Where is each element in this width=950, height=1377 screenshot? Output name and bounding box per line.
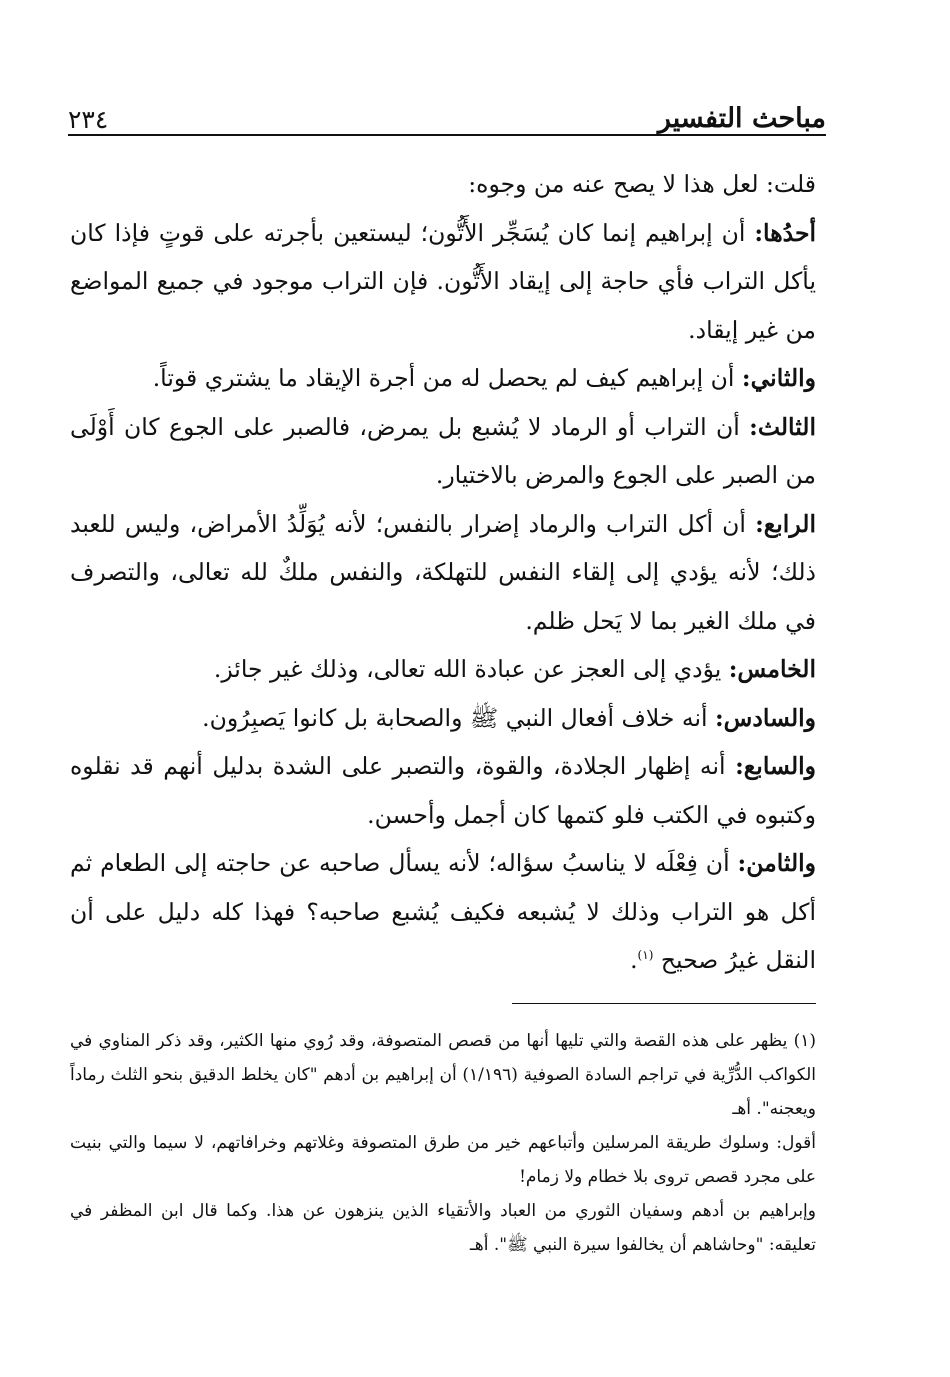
header-rule [68,134,826,136]
point-text: أنه إظهار الجلادة، والقوة، والتصبر على الشدة بدليل أنهم قد نقلوه وكتبوه في الكتب فلو كتمها كان أجمل وأحسن. [70,752,816,829]
point-lead: الخامس: [728,655,816,683]
point-8 [70,839,816,985]
footnote-comment: وإبراهيم بن أدهم وسفيان الثوري من العباد والأتقياء الذين ينزهون عن هذا. وكما قال ابن المظفر في تعليقه: "وحاشاهم أن يخالفوا سيرة النبي ﷺ". أهـ [70,1201,816,1255]
footnote-1: (١) يظهر على هذه القصة والتي تليها أنها من قصص المتصوفة، وقد رُوي منها الكثير، وقد ذكر المناوي في الكواكب الدُّرِّية في تراجم السادة الصوفية (١/١٩٦) أن إبراهيم بن أدهم "كان يخلط الدقيق بنحو الثلث رماداً ويعجنه". أهـ [70,1031,817,1119]
point-text: أن أكل التراب والرماد إضرار بالنفس؛ لأنه يُوَلِّدُ الأمراض، وليس للعبد ذلك؛ لأنه يؤدي إلى إلقاء النفس للتهلكة، والنفس ملكٌ لله تعالى، والتصرف في ملك الغير بما لا يَحل ظلم. [70,509,816,635]
point-3 [70,403,816,500]
point-1 [70,209,816,355]
point-text: أن إبراهيم كيف لم يحصل له من أجرة الإيقاد ما يشتري قوتاً. [152,364,742,392]
point-2 [70,354,816,403]
point-lead: والسابع: [735,752,816,780]
main-text [70,160,816,985]
footnote-reference[interactable]: (١) [637,948,654,963]
point-text: أنه خلاف أفعال النبي ﷺ والصحابة بل كانوا يَصبِرُون. [202,703,715,732]
point-text: يؤدي إلى العجز عن عبادة الله تعالى، وذلك غير جائز. [213,655,729,683]
point-lead: والثامن: [737,849,816,877]
point-text: أن فِعْلَه لا يناسبُ سؤاله؛ لأنه يسأل صاحبه عن حاجته إلى الطعام ثم أكل هو التراب وذلك لا يُشبعه فكيف يُشبع صاحبه؟ فهذا كله دليل على أن النقل غيرُ صحيح [70,849,816,974]
point-lead: الثالث: [749,412,816,441]
page-number: ٢٣٤ [68,105,109,134]
footnote-comment: أقول: وسلوك طريقة المرسلين وأتباعهم خير من طرق المتصوفة وغلاتهم وخرافاتهم، لا سيما والتي بنيت على مجرد قصص تروى بلا خطام ولا زمام! [70,1133,816,1187]
point-lead: والثاني: [741,364,816,392]
footnotes [70,1024,816,1262]
point-lead: الرابع: [755,509,816,538]
point-5 [70,645,816,694]
point-text: أن التراب أو الرماد لا يُشبع بل يمرض، فالصبر على الجوع كان أَوْلَى من الصبر على الجوع والمرض بالاختيار. [70,412,816,489]
page-header [68,92,826,132]
intro-paragraph: قلت: لعل هذا لا يصح عنه من وجوه: [468,170,816,198]
point-text: أن إبراهيم إنما كان يُسَجِّر الأَتُّون؛ ليستعين بأجرته على قوتٍ فإذا كان يأكل التراب فأي حاجة إلى إيقاد الأَتُّون. فإن التراب موجود في جميع المواضع من غير إيقاد. [70,218,816,344]
footnote-separator [512,1003,816,1004]
point-4 [70,500,816,646]
running-title: مباحث التفسير [657,103,826,134]
point-7 [70,742,816,839]
point-lead: والسادس: [715,703,816,732]
closing-period: . [630,946,638,974]
point-lead: أحدُها: [754,218,816,247]
point-6 [70,694,816,743]
